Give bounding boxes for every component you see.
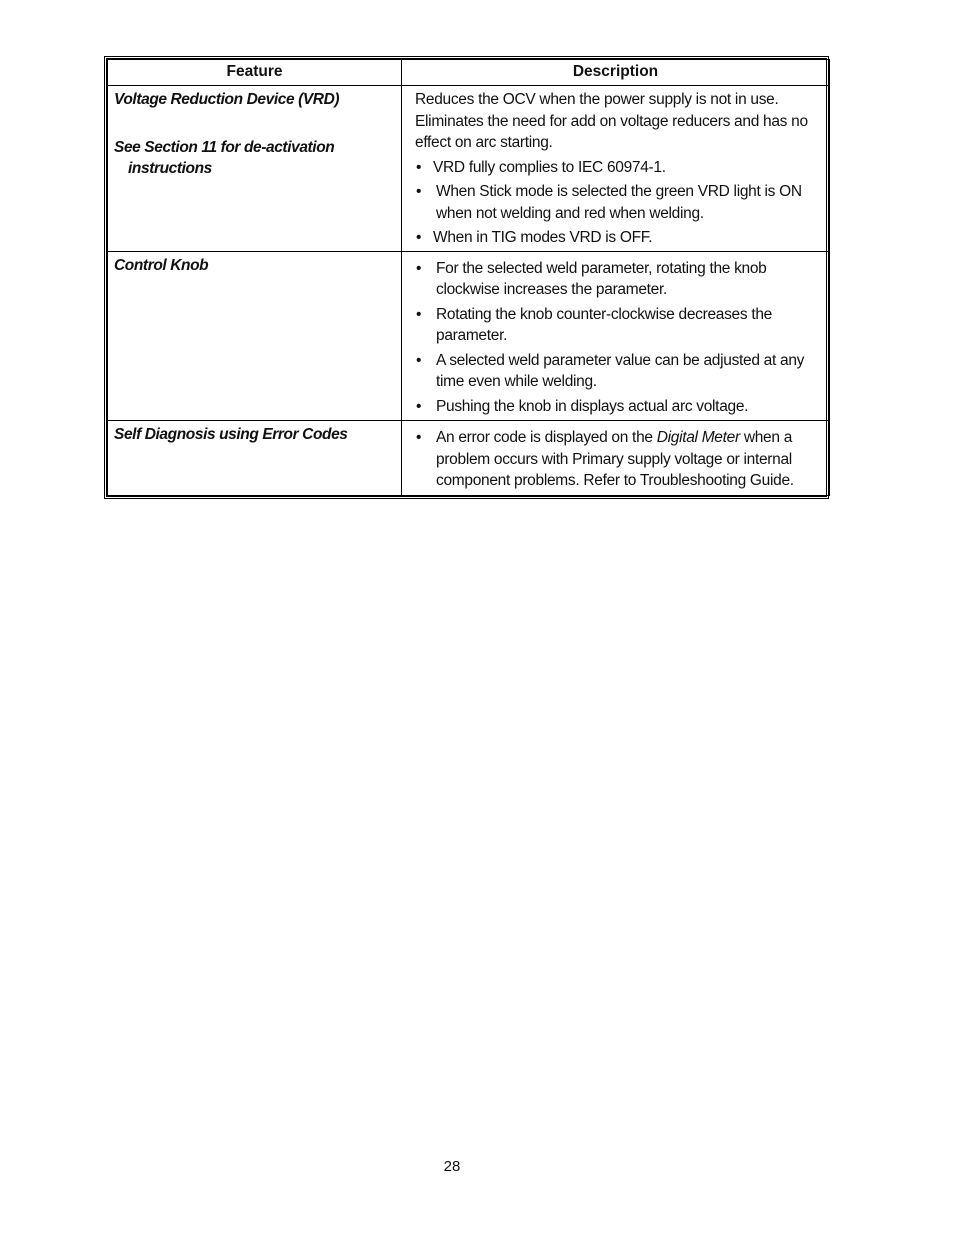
feature-cell xyxy=(108,251,402,421)
table-row xyxy=(108,86,830,252)
feature-cell xyxy=(108,86,402,252)
list-item: • A selected weld parameter value can be adjusted at any time even while welding. xyxy=(415,350,821,393)
feature-note-line: See Section 11 for de-activation xyxy=(114,139,335,156)
table-row xyxy=(108,421,830,496)
table-row xyxy=(108,251,830,421)
list-item: • Pushing the knob in displays actual arc voltage. xyxy=(415,396,821,418)
feature-note xyxy=(114,137,395,179)
list-item: • When in TIG modes VRD is OFF. xyxy=(415,227,821,249)
feature-cell xyxy=(108,421,402,496)
header-description: Description xyxy=(402,60,830,86)
feature-title: Voltage Reduction Device (VRD) xyxy=(114,91,340,108)
description-cell xyxy=(402,421,830,496)
feature-title: Self Diagnosis using Error Codes xyxy=(114,426,348,443)
description-list xyxy=(415,157,821,249)
description-list xyxy=(415,258,821,418)
table-header-row xyxy=(108,60,830,86)
feature-table xyxy=(107,59,830,496)
feature-title: Control Knob xyxy=(114,256,209,274)
bullet-text: when a problem occurs with Primary supply voltage or internal component problems. Refer to Troubleshooting Guide. xyxy=(436,429,794,489)
list-item: • VRD fully complies to IEC 60974-1. xyxy=(415,157,821,179)
feature-note-line: instructions xyxy=(128,160,212,177)
list-item: • For the selected weld parameter, rotating the knob clockwise increases the parameter. xyxy=(415,258,821,301)
page-number: 28 xyxy=(443,1158,461,1175)
digital-meter-term: Digital Meter xyxy=(656,429,740,446)
header-feature: Feature xyxy=(108,60,402,86)
description-list xyxy=(415,427,821,492)
list-item: • When Stick mode is selected the green VRD light is ON when not welding and red when welding. xyxy=(415,181,821,224)
list-item: • Rotating the knob counter-clockwise decreases the parameter. xyxy=(415,304,821,347)
feature-table-frame xyxy=(104,56,829,499)
list-item xyxy=(415,427,821,492)
description-cell xyxy=(402,86,830,252)
description-cell xyxy=(402,251,830,421)
bullet-text: An error code is displayed on the xyxy=(436,429,657,446)
description-intro: Reduces the OCV when the power supply is not in use. Eliminates the need for add on voltage reducers and has no effect on arc starting. xyxy=(415,91,808,151)
